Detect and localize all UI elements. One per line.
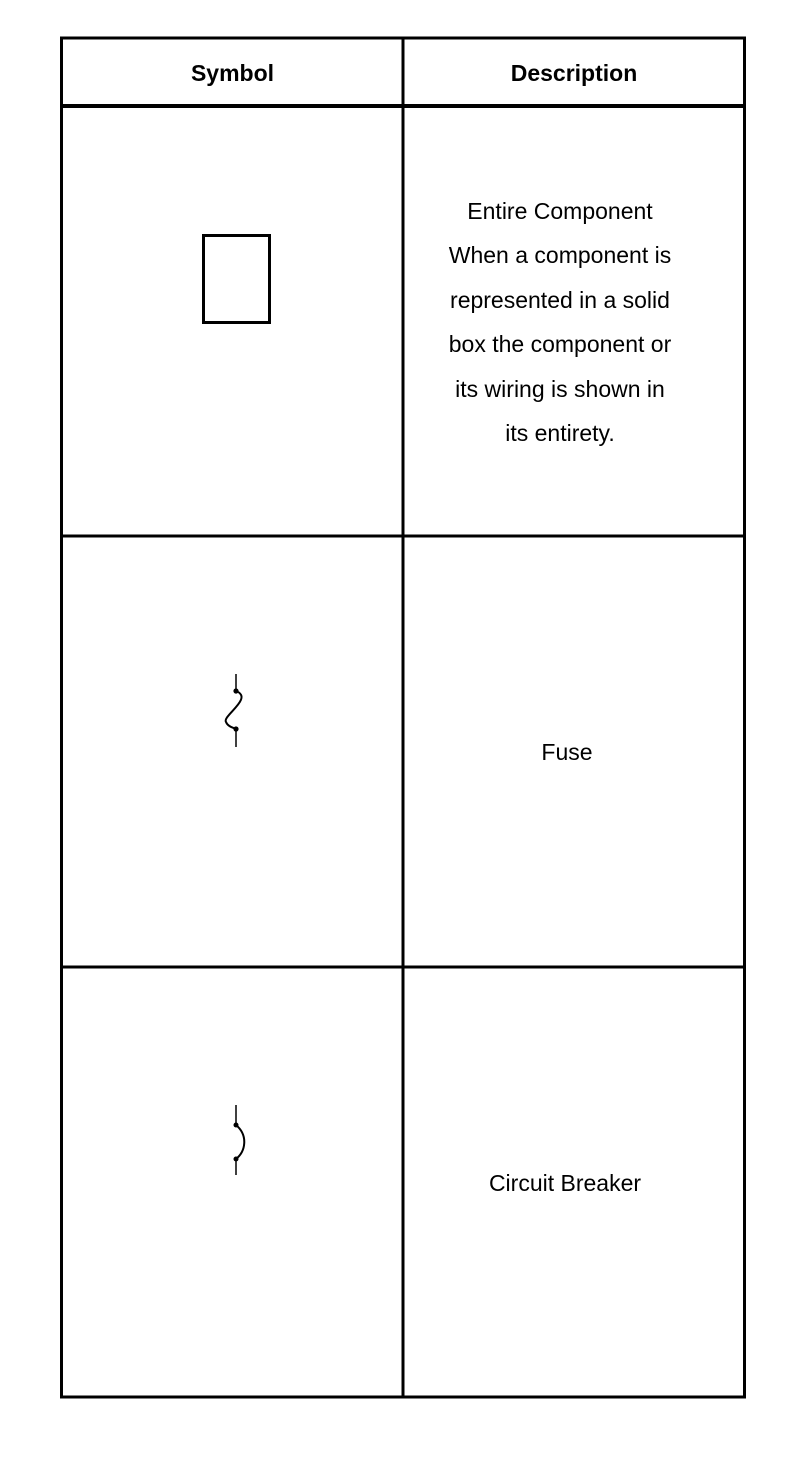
row1-desc-line-2: represented in a solid bbox=[450, 286, 670, 313]
fuse-icon bbox=[220, 672, 252, 750]
rectangle-icon bbox=[202, 234, 271, 324]
row1-description bbox=[449, 189, 671, 456]
row1-title: Entire Component bbox=[467, 197, 653, 224]
row1-description-cell bbox=[405, 108, 715, 536]
row2-description: Fuse bbox=[541, 739, 593, 766]
row1-desc-line-5: its entirety. bbox=[505, 420, 615, 446]
header-description: Description bbox=[510, 59, 638, 86]
circuit-breaker-icon bbox=[222, 1103, 250, 1177]
row1-desc-line-4: its wiring is shown in bbox=[455, 375, 665, 402]
row3-description: Circuit Breaker bbox=[488, 1169, 642, 1196]
row1-desc-line-3: box the component or bbox=[448, 331, 672, 357]
header-symbol: Symbol bbox=[190, 59, 275, 86]
row1-desc-line-1: When a component is bbox=[448, 242, 672, 268]
